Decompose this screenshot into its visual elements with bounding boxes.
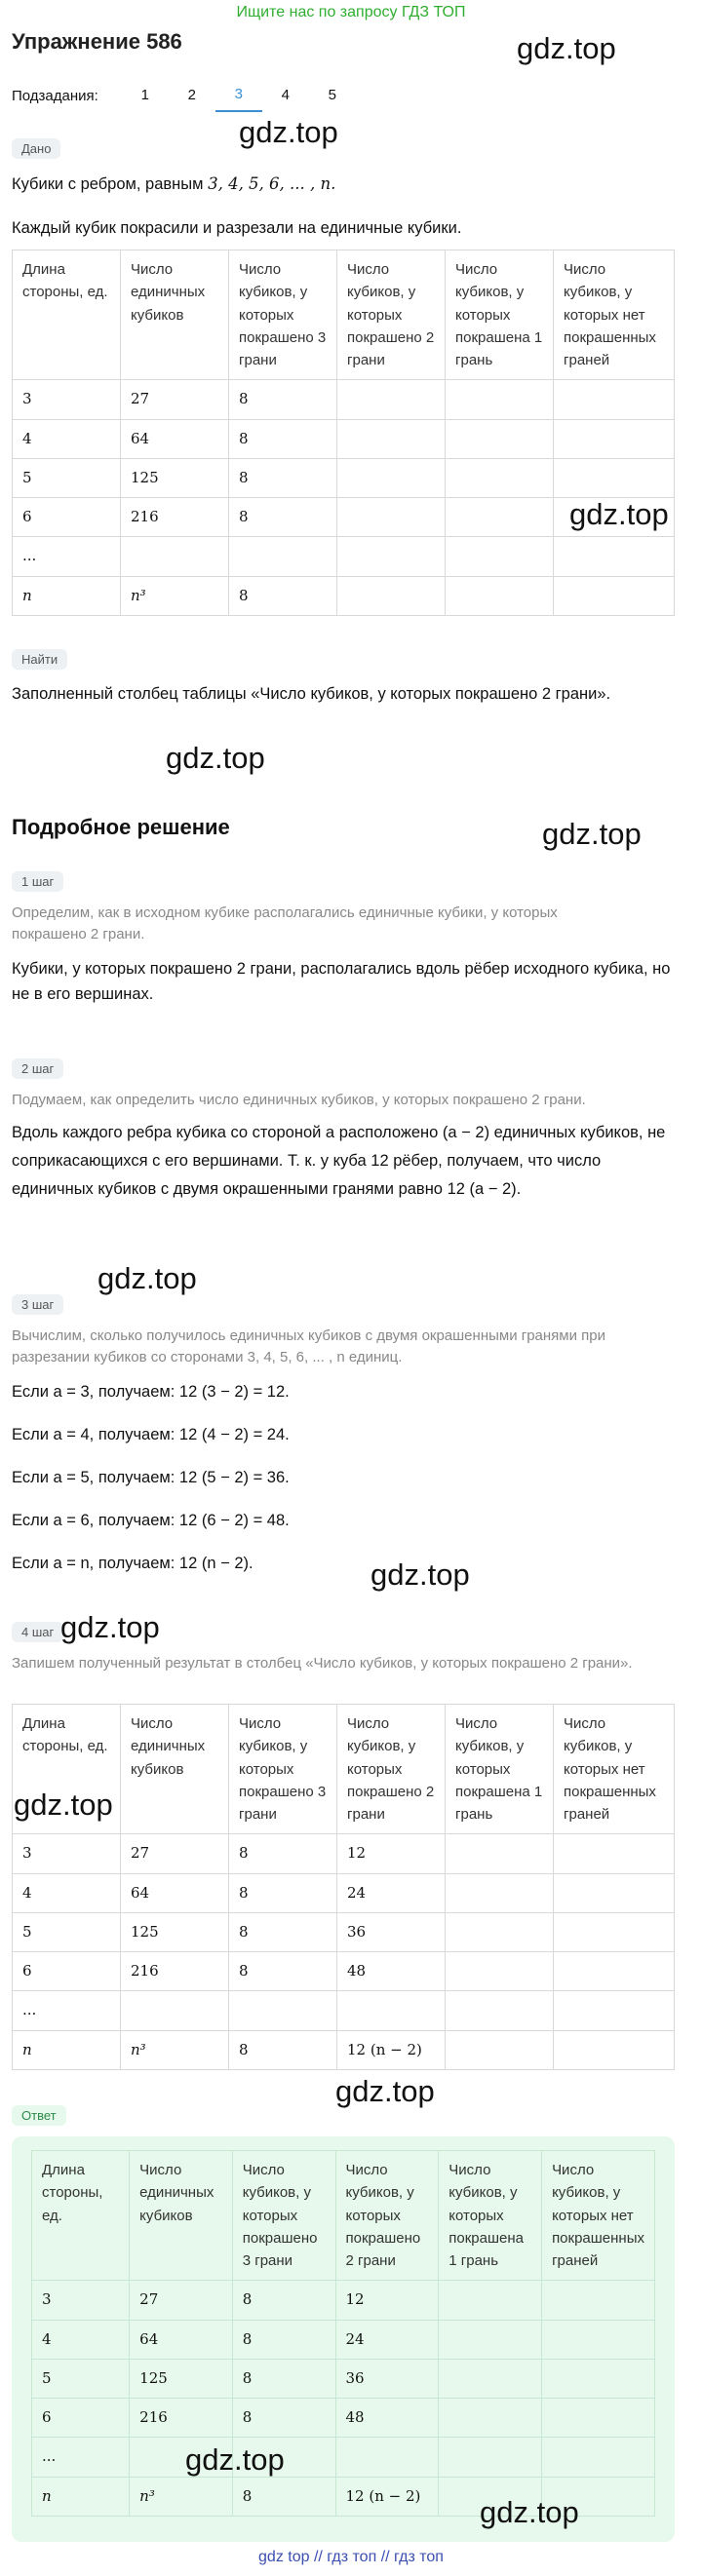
table-cell [554, 576, 675, 615]
table-cell: 8 [232, 2281, 335, 2320]
table-cell: 64 [121, 419, 229, 458]
table-row [13, 380, 675, 419]
step-3-line: Если a = 5, получаем: 12 (5 − 2) = 36. [12, 1469, 290, 1486]
table-cell: 12 [337, 1834, 446, 1873]
table-cell: 12 [335, 2281, 439, 2320]
table-cell [446, 458, 554, 497]
answer-pill: Ответ [12, 2105, 66, 2126]
table-header-cell: Число кубиков, у которых покрашено 3 грани [229, 250, 337, 380]
table-cell: 216 [121, 498, 229, 537]
table-cell [446, 1991, 554, 2030]
table-cell [554, 419, 675, 458]
footer-links[interactable]: gdz top // гдз топ // гдз топ [258, 2549, 444, 2565]
table-cell [337, 380, 446, 419]
table-cell [554, 1834, 675, 1873]
table-header-cell: Число кубиков, у которых покрашена 1 грань [446, 250, 554, 380]
table-header-cell: Число кубиков, у которых покрашена 1 грань [446, 1705, 554, 1834]
table-cell: ... [13, 537, 121, 576]
table-cell: 8 [229, 498, 337, 537]
table-cell [554, 537, 675, 576]
table-cell [554, 380, 675, 419]
table-header-cell: Число кубиков, у которых покрашено 2 грани [337, 1705, 446, 1834]
table-header-cell: Число кубиков, у которых покрашено 3 грани [232, 2151, 335, 2281]
table-header-cell: Длина стороны, ед. [13, 1705, 121, 1834]
table-cell: 8 [229, 2030, 337, 2069]
table-cell [446, 498, 554, 537]
step-2-pill: 2 шаг [12, 1058, 63, 1079]
subtasks-bar [12, 80, 356, 111]
watermark: gdz.top [98, 1261, 197, 1295]
table-cell [554, 458, 675, 497]
table-row [13, 2030, 675, 2069]
table-cell [446, 419, 554, 458]
table-header-cell: Число единичных кубиков [130, 2151, 233, 2281]
table-cell: 8 [229, 380, 337, 419]
watermark: gdz.top [60, 1610, 160, 1644]
subtask-tab-3[interactable]: 3 [215, 79, 262, 112]
table-cell [121, 537, 229, 576]
table-cell [439, 2438, 542, 2477]
table-cell [337, 419, 446, 458]
table-cell [439, 2359, 542, 2398]
solution-title: Подробное решение [12, 815, 230, 839]
table-cell: 3 [13, 380, 121, 419]
table-row [13, 576, 675, 615]
table-header-cell: Число кубиков, у которых нет покрашенных граней [554, 250, 675, 380]
step-3-line: Если a = n, получаем: 12 (n − 2). [12, 1555, 254, 1572]
table-cell: ... [32, 2438, 130, 2477]
table-header-cell: Длина стороны, ед. [32, 2151, 130, 2281]
table-cell: 4 [13, 419, 121, 458]
table-cell [446, 380, 554, 419]
table-cell: 6 [13, 498, 121, 537]
table-cell: 8 [232, 2359, 335, 2398]
table-cell: 125 [130, 2359, 233, 2398]
table-row [13, 458, 675, 497]
table-cell [542, 2399, 655, 2438]
table-row [32, 2399, 655, 2438]
table-cell: 8 [229, 1834, 337, 1873]
table-cell [337, 537, 446, 576]
table-cell: 5 [32, 2359, 130, 2398]
table-cell: 48 [337, 1952, 446, 1991]
table-cell [335, 2438, 439, 2477]
table-cell [554, 2030, 675, 2069]
table-cell [337, 1991, 446, 2030]
table-cell [337, 458, 446, 497]
table-row [13, 1912, 675, 1951]
table-cell [542, 2438, 655, 2477]
table-row [13, 537, 675, 576]
watermark: gdz.top [542, 817, 642, 851]
table-cell [446, 1912, 554, 1951]
given-pill: Дано [12, 138, 60, 159]
table-cell: 3 [13, 1834, 121, 1873]
table-row [32, 2359, 655, 2398]
table-row [13, 419, 675, 458]
table-row [13, 1834, 675, 1873]
watermark: gdz.top [569, 497, 669, 531]
watermark: gdz.top [185, 2442, 285, 2477]
table-cell [542, 2320, 655, 2359]
step-2-text: Вдоль каждого ребра кубика со стороной a расположено (a − 2) единичных кубиков, не соприкасающихся с его вершинами. Т. к. у куба 12 рёбер, получаем, что число единичных кубиков с двумя окрашенными гранями равно 12 (a − 2). [12, 1124, 666, 1198]
table-cell: 216 [121, 1952, 229, 1991]
table-cell [439, 2281, 542, 2320]
step-1-pill: 1 шаг [12, 871, 63, 892]
table-cell: 12 (n − 2) [335, 2477, 439, 2516]
table-cell: 125 [121, 1912, 229, 1951]
table-cell [554, 1952, 675, 1991]
table-cell: n³ [121, 2030, 229, 2069]
table-cell: 5 [13, 458, 121, 497]
table-cell: n³ [130, 2477, 233, 2516]
table-cell: 8 [229, 458, 337, 497]
subtask-tab-1[interactable]: 1 [140, 87, 149, 103]
step-1-text: Кубики, у которых покрашено 2 грани, располагались вдоль рёбер исходного кубика, но не в его вершинах. [12, 960, 671, 1003]
watermark: gdz.top [370, 1557, 470, 1592]
table-cell: 216 [130, 2399, 233, 2438]
given-line-2: Каждый кубик покрасили и разрезали на единичные кубики. [12, 219, 462, 237]
table-header-cell: Число кубиков, у которых покрашено 2 грани [335, 2151, 439, 2281]
table-row [13, 1952, 675, 1991]
step-3-pill: 3 шаг [12, 1294, 63, 1315]
table-header-cell: Число кубиков, у которых покрашено 3 грани [229, 1705, 337, 1834]
subtask-tab-2[interactable]: 2 [187, 87, 196, 103]
table-header-cell: Число кубиков, у которых покрашена 1 грань [439, 2151, 542, 2281]
table-header-row [32, 2151, 655, 2281]
page-title: Упражнение 586 [12, 29, 182, 54]
step-1-hint: Определим, как в исходном кубике располагались единичные кубики, у которых покрашено 2 грани. [12, 904, 558, 942]
table-cell [446, 1834, 554, 1873]
table-cell [337, 498, 446, 537]
table-cell: 6 [32, 2399, 130, 2438]
watermark: gdz.top [14, 1788, 113, 1822]
table-cell: 4 [32, 2320, 130, 2359]
table-cell: 36 [337, 1912, 446, 1951]
table-cell: 64 [130, 2320, 233, 2359]
table-cell [446, 1873, 554, 1912]
filled-table [12, 1704, 675, 2070]
table-cell: 8 [232, 2477, 335, 2516]
table-cell: 48 [335, 2399, 439, 2438]
table-cell [446, 2030, 554, 2069]
table-header-cell: Длина стороны, ед. [13, 250, 121, 380]
table-cell: 36 [335, 2359, 439, 2398]
table-cell: 24 [337, 1873, 446, 1912]
table-cell [542, 2281, 655, 2320]
step-3-line: Если a = 3, получаем: 12 (3 − 2) = 12. [12, 1383, 290, 1401]
table-cell [439, 2399, 542, 2438]
given-table [12, 250, 675, 616]
table-cell: 64 [121, 1873, 229, 1912]
table-cell [554, 1991, 675, 2030]
table-cell [542, 2359, 655, 2398]
step-3-line: Если a = 6, получаем: 12 (6 − 2) = 48. [12, 1512, 290, 1529]
table-cell [446, 537, 554, 576]
table-cell: 4 [13, 1873, 121, 1912]
table-cell: 8 [229, 1952, 337, 1991]
watermark: gdz.top [480, 2495, 579, 2529]
table-row [13, 1991, 675, 2030]
given-line-1: Кубики с ребром, равным 3, 4, 5, 6, ... , n. [12, 174, 336, 193]
table-row [32, 2320, 655, 2359]
table-cell [554, 1912, 675, 1951]
table-cell: n [32, 2477, 130, 2516]
subtask-tab-4[interactable]: 4 [281, 87, 290, 103]
subtask-tab-5[interactable]: 5 [328, 87, 336, 103]
table-cell: 8 [229, 1873, 337, 1912]
table-cell [446, 1952, 554, 1991]
subtasks-label: Подзадания: [12, 87, 98, 104]
table-cell [121, 1991, 229, 2030]
table-cell: 6 [13, 1952, 121, 1991]
table-cell: 5 [13, 1912, 121, 1951]
table-header-cell: Число единичных кубиков [121, 250, 229, 380]
top-search-link[interactable]: Ищите нас по запросу ГДЗ ТОП [236, 4, 466, 20]
table-cell: 125 [121, 458, 229, 497]
answer-table [31, 2150, 655, 2517]
table-cell: 27 [130, 2281, 233, 2320]
table-header-row [13, 250, 675, 380]
watermark: gdz.top [166, 741, 265, 775]
table-cell: 24 [335, 2320, 439, 2359]
table-cell: 8 [232, 2399, 335, 2438]
table-cell: ... [13, 1991, 121, 2030]
step-4-hint: Запишем полученный результат в столбец «Число кубиков, у которых покрашено 2 грани». [12, 1655, 633, 1672]
table-cell: 3 [32, 2281, 130, 2320]
step-2-hint: Подумаем, как определить число единичных кубиков, у которых покрашено 2 грани. [12, 1092, 586, 1108]
watermark: gdz.top [517, 31, 616, 65]
watermark: gdz.top [335, 2074, 435, 2108]
table-row [32, 2438, 655, 2477]
table-cell: 27 [121, 1834, 229, 1873]
table-cell: 8 [229, 419, 337, 458]
table-header-cell: Число кубиков, у которых нет покрашенных граней [554, 1705, 675, 1834]
watermark: gdz.top [239, 115, 338, 149]
table-cell: 27 [121, 380, 229, 419]
table-row [32, 2281, 655, 2320]
table-cell [554, 1873, 675, 1912]
table-row [13, 1873, 675, 1912]
find-text: Заполненный столбец таблицы «Число кубиков, у которых покрашено 2 грани». [12, 685, 611, 703]
table-cell: 8 [229, 576, 337, 615]
answer-box [12, 2136, 675, 2542]
table-cell: 12 (n − 2) [337, 2030, 446, 2069]
step-3-line: Если a = 4, получаем: 12 (4 − 2) = 24. [12, 1426, 290, 1443]
table-cell [229, 1991, 337, 2030]
table-cell [229, 537, 337, 576]
table-cell: 8 [232, 2320, 335, 2359]
table-cell: n³ [121, 576, 229, 615]
table-cell: 8 [229, 1912, 337, 1951]
step-4-pill: 4 шаг [12, 1622, 63, 1642]
table-cell [439, 2320, 542, 2359]
table-header-cell: Число единичных кубиков [121, 1705, 229, 1834]
table-cell [446, 576, 554, 615]
step-3-hint: Вычислим, сколько получилось единичных кубиков с двумя окрашенными гранями при разрезании кубиков со сторонами 3, 4, 5, 6, ... , n единиц. [12, 1327, 606, 1365]
table-cell: n [13, 576, 121, 615]
table-cell [337, 576, 446, 615]
find-pill: Найти [12, 649, 67, 670]
table-header-cell: Число кубиков, у которых нет покрашенных граней [542, 2151, 655, 2281]
table-header-cell: Число кубиков, у которых покрашено 2 грани [337, 250, 446, 380]
table-cell: n [13, 2030, 121, 2069]
